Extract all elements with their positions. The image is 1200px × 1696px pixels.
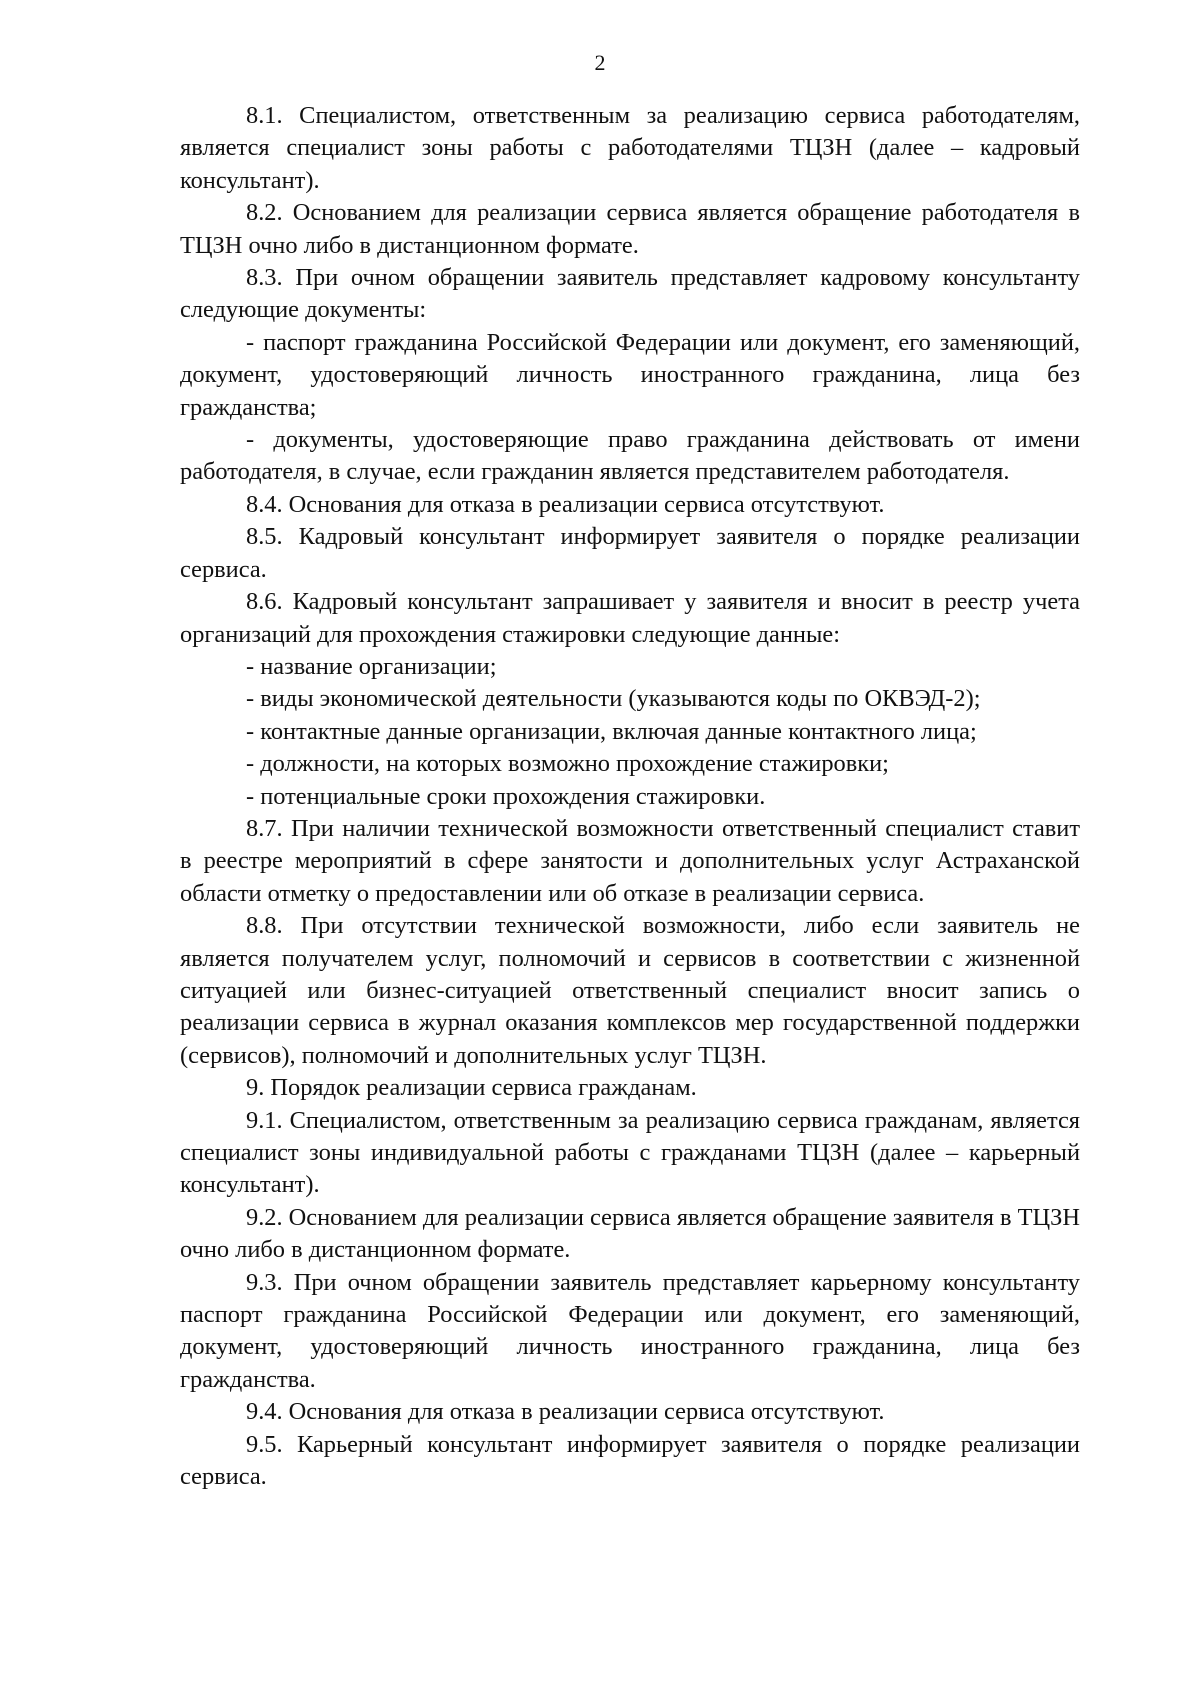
list-item-positions: - должности, на которых возможно прохождение стажировки; [246,750,889,778]
list-item-authority-documents: - документы, удостоверяющие право гражданина действовать от имени работодателя, в случае, если гражданин является представителем работодателя. [180,426,1080,486]
paragraph-8-6: 8.6. Кадровый консультант запрашивает у заявителя и вносит в реестр учета организаций для прохождения стажировки следующие данные: [180,588,1080,648]
paragraph-8-3: 8.3. При очном обращении заявитель представляет кадровому консультанту следующие документы: [180,264,1080,324]
paragraph-9-1: 9.1. Специалистом, ответственным за реализацию сервиса гражданам, является специалист зоны индивидуальной работы с гражданами ТЦЗН (далее – карьерный консультант). [180,1106,1080,1199]
section-9-heading: 9. Порядок реализации сервиса гражданам. [246,1074,697,1102]
paragraph-8-7: 8.7. При наличии технической возможности ответственный специалист ставит в реестре мероприятий в сфере занятости и дополнительных услуг Астраханской области отметку о предоставлении или об отказе в реализации сервиса. [180,814,1080,907]
paragraph-8-4: 8.4. Основания для отказа в реализации сервиса отсутствуют. [246,490,885,518]
paragraph-8-2: 8.2. Основанием для реализации сервиса является обращение работодателя в ТЦЗН очно либо в дистанционном формате. [180,199,1080,259]
paragraph-8-5: 8.5. Кадровый консультант информирует заявителя о порядке реализации сервиса. [180,523,1080,583]
list-item-contact-data: - контактные данные организации, включая данные контактного лица; [246,717,977,745]
document-body [180,100,1080,1493]
list-item-org-name: - название организации; [246,652,497,680]
paragraph-9-5: 9.5. Карьерный консультант информирует заявителя о порядке реализации сервиса. [180,1430,1080,1491]
list-item-activity-types: - виды экономической деятельности (указываются коды по ОКВЭД-2); [246,685,981,713]
paragraph-8-1: 8.1. Специалистом, ответственным за реализацию сервиса работодателям, является специалист зоны работы с работодателями ТЦЗН (далее – кадровый консультант). [180,102,1080,194]
paragraph-8-8: 8.8. При отсутствии технической возможности, либо если заявитель не является получателем услуг, полномочий и сервисов в соответствии с жизненной ситуацией или бизнес-ситуацией ответственный специалист вносит запись о реализации сервиса в журнал оказания комплексов мер государственной поддержки (сервисов), полномочий и дополнительных услуг ТЦЗН. [180,912,1080,1069]
page-number: 2 [594,50,606,75]
list-item-internship-terms: - потенциальные сроки прохождения стажировки. [246,782,766,810]
paragraph-9-3: 9.3. При очном обращении заявитель представляет карьерному консультанту паспорт гражданина Российской Федерации или документ, его заменяющий, документ, удостоверяющий личность иностранного гражданина, лица без гражданства. [180,1268,1080,1393]
paragraph-9-4: 9.4. Основания для отказа в реализации сервиса отсутствуют. [246,1398,885,1426]
list-item-passport: - паспорт гражданина Российской Федерации или документ, его заменяющий, документ, удостоверяющий личность иностранного гражданина, лица без гражданства; [180,328,1080,421]
paragraph-9-2: 9.2. Основанием для реализации сервиса является обращение заявителя в ТЦЗН очно либо в дистанционном формате. [180,1203,1080,1264]
